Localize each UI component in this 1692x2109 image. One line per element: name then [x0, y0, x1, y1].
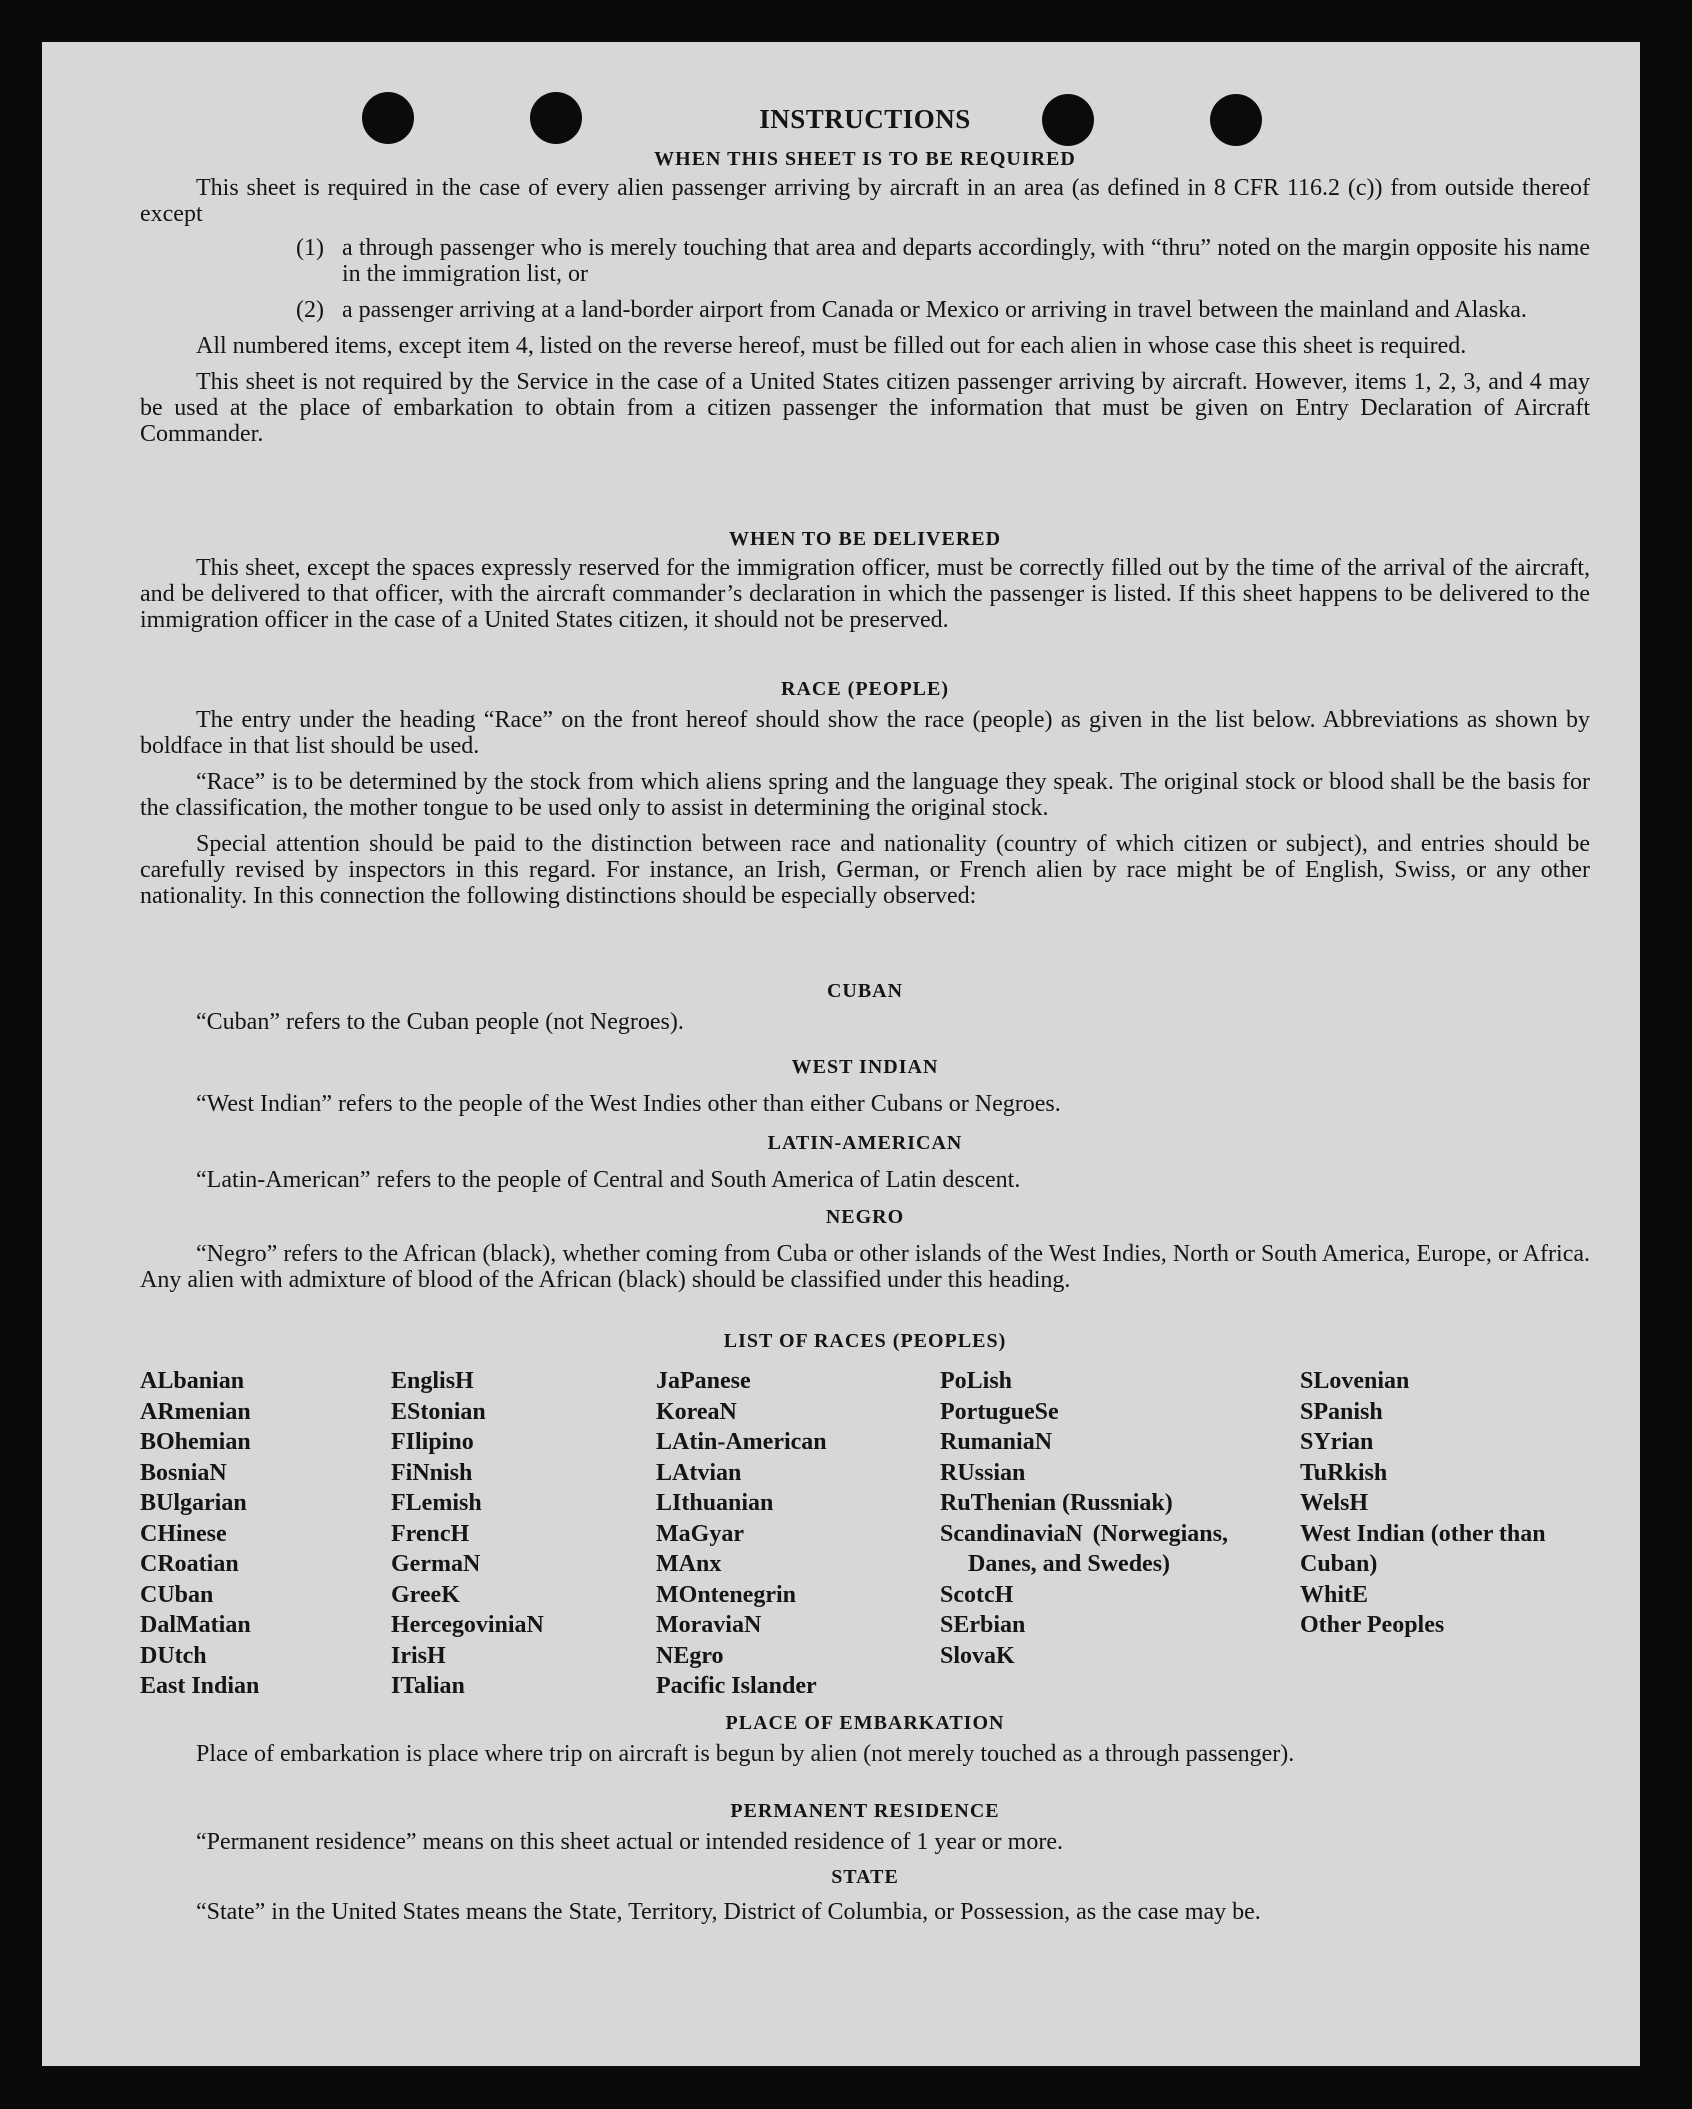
- paragraph-negro: “Negro” refers to the African (black), whether coming from Cuba or other islands of the West Indies, North or South America, Europe, or Africa. Any alien with admixture of blood of the African (black) should be classified under this heading.: [140, 1241, 1590, 1293]
- list-heading: [140, 1330, 1590, 1353]
- race-item: SlovaK: [940, 1642, 1015, 1669]
- paragraph-cuban: “Cuban” refers to the Cuban people (not Negroes).: [196, 1009, 684, 1035]
- race-item: MOntenegrin: [656, 1581, 796, 1608]
- race-item: PoLish: [940, 1368, 1013, 1394]
- race-item: NEgro: [656, 1642, 724, 1669]
- heading-embarkation: PLACE OF EMBARKATION: [725, 1712, 1005, 1734]
- paragraph-residence: “Permanent residence” means on this sheet actual or intended residence of 1 year or more.: [196, 1829, 1063, 1855]
- race-item: FrencH: [391, 1520, 470, 1547]
- race-column-1: [140, 1366, 380, 1702]
- race-item: GreeK: [391, 1581, 460, 1608]
- race-item: GermaN: [391, 1551, 481, 1577]
- race-item: LAtvian: [656, 1459, 742, 1486]
- race-column-2: [391, 1366, 641, 1702]
- race-item: IrisH: [391, 1642, 446, 1669]
- race-item: SLovenian: [1300, 1368, 1410, 1394]
- race-item: HercegoviniaN: [391, 1612, 544, 1638]
- race-item: Pacific Islander: [656, 1673, 817, 1699]
- paragraph-embarkation: Place of embarkation is place where trip on aircraft is begun by alien (not merely touched as a through passenger).: [196, 1741, 1295, 1767]
- race-column-4: [940, 1366, 1240, 1671]
- race-item: FIlipino: [391, 1429, 474, 1455]
- race-item: RumaniaN: [940, 1429, 1053, 1455]
- race-item: TuRkish: [1300, 1459, 1388, 1486]
- paragraph-race-nationality: Special attention should be paid to the distinction between race and nationality (country of which citizen or subject), and entries should be carefully revised by inspectors in this regard. For instance, an Irish, German, or French alien by race might be of English, Swiss, or any other nationality. In this connection the following distinctions should be especially observed:: [140, 831, 1590, 909]
- race-item: ScotcH: [940, 1581, 1014, 1608]
- race-item: RuThenian (Russniak): [940, 1490, 1173, 1516]
- paragraph-required-intro: This sheet is required in the case of every alien passenger arriving by aircraft in an area (as defined in 8 CFR 116.2 (c)) from outside thereof except: [140, 175, 1590, 227]
- race-item: CRoatian: [140, 1551, 239, 1577]
- race-item: ScandinaviaN (Norwegians, Danes, and Swedes): [940, 1520, 1228, 1577]
- paragraph-citizen: This sheet is not required by the Service in the case of a United States citizen passenger arriving by aircraft. However, items 1, 2, 3, and 4 may be used at the place of embarkation to obtain from a citizen passenger the information that must be given on Entry Declaration of Aircraft Commander.: [140, 369, 1590, 447]
- item-number: (1): [296, 235, 324, 261]
- heading-west-indian: WEST INDIAN: [791, 1056, 939, 1078]
- race-item: EnglisH: [391, 1368, 474, 1394]
- race-item: SYrian: [1300, 1429, 1374, 1455]
- paragraph-race-entry: The entry under the heading “Race” on the front hereof should show the race (people) as given in the list below. Abbreviations as shown by boldface in that list should be used.: [140, 707, 1590, 759]
- heading-cuban: CUBAN: [826, 980, 904, 1002]
- race-item: BOhemian: [140, 1429, 251, 1455]
- list-item: [296, 297, 1590, 323]
- item-text: a through passenger who is merely touching that area and departs accordingly, with “thru” noted on the margin opposite his name in the immigration list, or: [342, 235, 1590, 287]
- section-negro: [140, 1206, 1590, 1293]
- race-item: LAtin-American: [656, 1429, 827, 1455]
- race-item: LIthuanian: [656, 1490, 774, 1516]
- race-item: BUlgarian: [140, 1490, 247, 1516]
- paragraph-state: “State” in the United States means the State, Territory, District of Columbia, or Possession, as the case may be.: [196, 1899, 1261, 1925]
- heading-when-required: WHEN THIS SHEET IS TO BE REQUIRED: [654, 148, 1076, 170]
- race-item: ARmenian: [140, 1398, 251, 1425]
- race-item: WelsH: [1300, 1490, 1369, 1516]
- race-item: FiNnish: [391, 1459, 473, 1486]
- paragraph-delivered: This sheet, except the spaces expressly reserved for the immigration officer, must be correctly filled out by the time of the arrival of the aircraft, and be delivered to that officer, with the aircraft commander’s declaration in which the passenger is listed. If this sheet happens to be delivered to the immigration officer in the case of a United States citizen, it should not be preserved.: [140, 555, 1590, 633]
- heading-negro: NEGRO: [825, 1206, 905, 1228]
- race-item: SPanish: [1300, 1398, 1383, 1425]
- heading-state: STATE: [831, 1866, 899, 1888]
- race-item: West Indian (other than Cuban): [1300, 1520, 1546, 1577]
- race-item: SErbian: [940, 1612, 1026, 1638]
- section-when-delivered: [140, 528, 1590, 633]
- race-item: DUtch: [140, 1642, 207, 1669]
- race-item: EStonian: [391, 1398, 486, 1425]
- section-race: [140, 678, 1590, 909]
- race-list: [140, 1366, 1600, 1699]
- section-west-indian: [140, 1056, 1590, 1117]
- race-item: ITalian: [391, 1673, 465, 1699]
- race-column-3: [656, 1366, 926, 1702]
- paragraph-west-indian: “West Indian” refers to the people of the West Indies other than either Cubans or Negroes.: [196, 1091, 1061, 1117]
- paragraph-numbered-items: All numbered items, except item 4, listed on the reverse hereof, must be filled out for each alien in whose case this sheet is required.: [196, 333, 1467, 359]
- heading-race: RACE (PEOPLE): [781, 678, 949, 700]
- race-item: RUssian: [940, 1459, 1026, 1486]
- section-residence: [140, 1800, 1590, 1855]
- document-sheet: [42, 42, 1640, 2066]
- heading-latin-american: LATIN-AMERICAN: [767, 1132, 963, 1154]
- race-item: CUban: [140, 1581, 214, 1608]
- race-item: JaPanese: [656, 1368, 751, 1394]
- race-column-5: [1300, 1366, 1565, 1641]
- heading-list-of-races: LIST OF RACES (PEOPLES): [723, 1330, 1007, 1352]
- race-item: MaGyar: [656, 1520, 744, 1547]
- section-when-required: [140, 148, 1590, 447]
- race-item: Other Peoples: [1300, 1612, 1445, 1638]
- race-item: CHinese: [140, 1520, 227, 1547]
- section-embarkation: [140, 1712, 1590, 1767]
- race-item: MAnx: [656, 1551, 722, 1577]
- list-item: [296, 235, 1590, 287]
- paragraph-race-stock: “Race” is to be determined by the stock from which aliens spring and the language they speak. The original stock or blood shall be the basis for the classification, the mother tongue to be used only to assist in determining the original stock.: [140, 769, 1590, 821]
- race-item: PortugueSe: [940, 1398, 1059, 1425]
- section-latin-american: [140, 1132, 1590, 1193]
- heading-residence: PERMANENT RESIDENCE: [730, 1800, 1000, 1822]
- item-number: (2): [296, 297, 324, 323]
- race-item: KoreaN: [656, 1398, 737, 1425]
- race-item: East Indian: [140, 1673, 260, 1699]
- race-item: BosniaN: [140, 1459, 227, 1486]
- race-item: FLemish: [391, 1490, 482, 1516]
- item-text: a passenger arriving at a land-border airport from Canada or Mexico or arriving in travel between the mainland and Alaska.: [342, 297, 1527, 323]
- paragraph-latin-american: “Latin-American” refers to the people of Central and South America of Latin descent.: [196, 1167, 1021, 1193]
- heading-when-delivered: WHEN TO BE DELIVERED: [728, 528, 1002, 550]
- section-cuban: [140, 980, 1590, 1035]
- section-state: [140, 1866, 1590, 1925]
- page-title: INSTRUCTIONS: [759, 104, 971, 134]
- race-item: WhitE: [1300, 1581, 1369, 1608]
- race-item: MoraviaN: [656, 1612, 762, 1638]
- race-item: DalMatian: [140, 1612, 251, 1638]
- race-item: ALbanian: [140, 1368, 245, 1394]
